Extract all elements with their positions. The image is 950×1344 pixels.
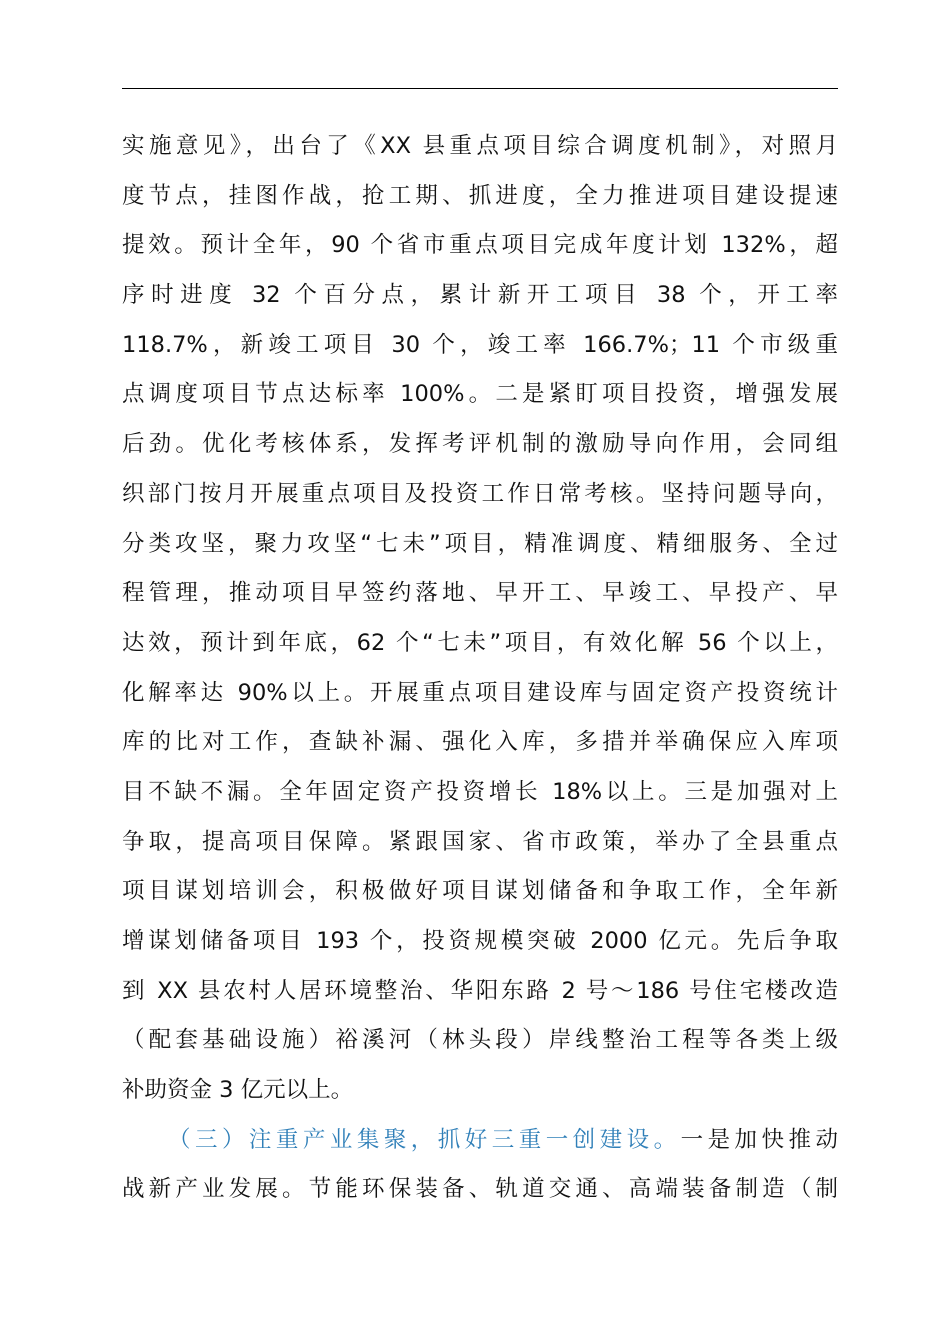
text-line: 后劲。优化考核体系，发挥考评机制的激励导向作用，会同组	[122, 431, 838, 458]
text-line: 争取，提高项目保障。紧跟国家、省市政策，举办了全县重点	[122, 828, 838, 855]
text-line: 118.7%，新竣工项目 30 个，竣工率 166.7%；11 个市级重	[122, 331, 838, 358]
text-line: 程管理，推动项目早签约落地、早开工、早竣工、早投产、早	[122, 580, 838, 607]
text-line: 提效。预计全年，90 个省市重点项目完成年度计划 132%，超	[122, 232, 838, 259]
text-line: 度节点，挂图作战，抢工期、抓进度，全力推进项目建设提速	[122, 182, 838, 209]
text-line: 补助资金 3 亿元以上。	[122, 1077, 354, 1104]
text-line: 点调度项目节点达标率 100%。二是紧盯项目投资，增强发展	[122, 381, 838, 408]
text-line: 序时进度 32 个百分点，累计新开工项目 38 个，开工率	[122, 282, 838, 309]
text-line: （配套基础设施）裕溪河（林头段）岸线整治工程等各类上级	[122, 1027, 838, 1054]
text-line: 化解率达 90%以上。开展重点项目建设库与固定资产投资统计	[122, 679, 838, 706]
heading-line-rest: 一是加快推动	[680, 1126, 838, 1153]
text-line: 库的比对工作，查缺补漏、强化入库，多措并举确保应入库项	[122, 729, 838, 756]
text-line: 分类攻坚，聚力攻坚“七未”项目，精准调度、精细服务、全过	[122, 530, 838, 557]
text-line: 目不缺不漏。全年固定资产投资增长 18%以上。三是加强对上	[122, 778, 838, 805]
header-rule	[122, 88, 838, 89]
section-heading: （三）注重产业集聚，抓好三重一创建设。	[168, 1126, 681, 1153]
section-heading-line	[122, 1116, 838, 1166]
text-line: 织部门按月开展重点项目及投资工作日常考核。坚持问题导向，	[122, 480, 838, 507]
text-line: 增谋划储备项目 193 个，投资规模突破 2000 亿元。先后争取	[122, 928, 838, 954]
text-line: 项目谋划培训会，积极做好项目谋划储备和争取工作，全年新	[122, 878, 838, 905]
text-line: 实施意见》，出台了《XX 县重点项目综合调度机制》，对照月	[122, 133, 838, 159]
text-line: 战新产业发展。节能环保装备、轨道交通、高端装备制造（制	[122, 1176, 838, 1203]
text-line: 达效，预计到年底，62 个“七未”项目，有效化解 56 个以上，	[122, 629, 838, 656]
document-body	[122, 122, 838, 1215]
text-line: 到 XX 县农村人居环境整治、华阳东路 2 号～186 号住宅楼改造	[122, 977, 838, 1004]
